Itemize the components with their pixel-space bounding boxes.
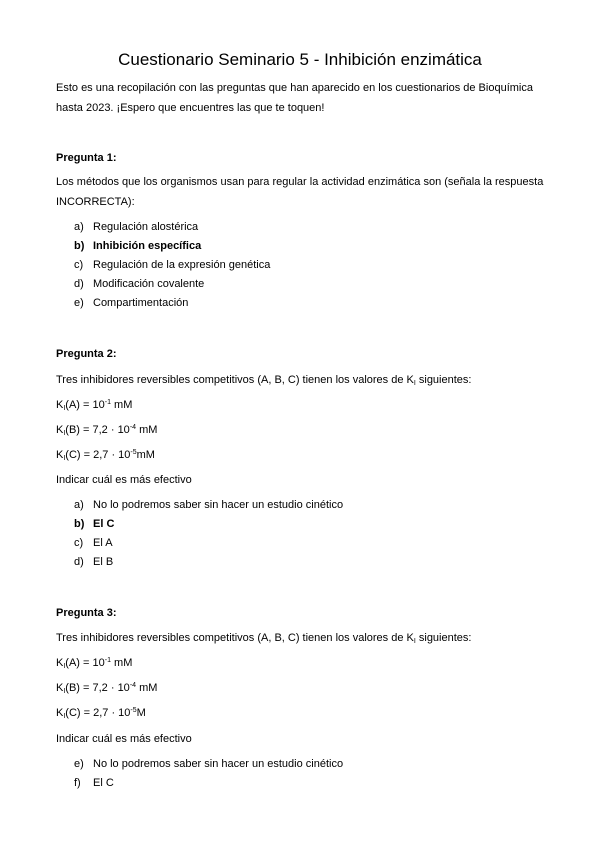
- option-letter: d): [74, 556, 84, 568]
- q1-option-c: [74, 259, 270, 271]
- k-value: (C) = 2,7 · 10: [65, 449, 131, 461]
- question-2-text: [56, 374, 471, 387]
- k-label: K: [56, 657, 64, 669]
- text-part: siguientes:: [415, 632, 472, 644]
- option-letter: c): [74, 537, 84, 549]
- k-unit: mM: [110, 657, 133, 669]
- option-letter: b): [74, 240, 85, 252]
- k-exponent: -4: [129, 682, 137, 689]
- option-text: Modificación covalente: [93, 278, 205, 290]
- k-label: K: [56, 707, 64, 719]
- q1-option-b-correct: [74, 240, 201, 252]
- k-value: (A) = 10: [65, 399, 105, 411]
- q2-option-d: [74, 556, 113, 568]
- q1-option-a: [74, 221, 198, 233]
- document-title: Cuestionario Seminario 5 - Inhibición enzimática: [118, 50, 482, 69]
- q2-option-c: [74, 537, 113, 549]
- k-label: K: [56, 399, 64, 411]
- option-letter: c): [74, 259, 84, 271]
- option-letter: d): [74, 278, 84, 290]
- q3-ki-b: [56, 682, 157, 695]
- k-value: (A) = 10: [65, 657, 105, 669]
- question-1-heading: Pregunta 1:: [56, 152, 117, 164]
- k-value: (B) = 7,2 · 10: [65, 424, 130, 436]
- question-2-heading: Pregunta 2:: [56, 348, 117, 360]
- question-3-prompt: Indicar cuál es más efectivo: [56, 733, 192, 745]
- text-part: Tres inhibidores reversibles competitivos (A, B, C) tienen los valores de K: [56, 632, 414, 644]
- q2-ki-a: [56, 399, 132, 412]
- text-part: Tres inhibidores reversibles competitivos (A, B, C) tienen los valores de K: [56, 374, 414, 386]
- option-letter: a): [74, 499, 84, 511]
- k-exponent: -4: [129, 424, 137, 431]
- k-exponent: -5: [130, 449, 137, 456]
- k-exponent: -1: [104, 399, 111, 406]
- option-text: El C: [93, 518, 115, 530]
- option-text: Inhibición específica: [93, 240, 202, 252]
- subscript: I: [413, 638, 416, 645]
- question-3-text: [56, 632, 471, 645]
- option-text: No lo podremos saber sin hacer un estudio cinético: [93, 758, 344, 770]
- k-label: K: [56, 682, 64, 694]
- q2-ki-b: [56, 424, 157, 437]
- k-value: (C) = 2,7 · 10: [65, 707, 131, 719]
- q3-option-f: [74, 777, 114, 789]
- q1-option-d: [74, 278, 204, 290]
- k-unit: mM: [136, 424, 158, 436]
- option-text: Compartimentación: [93, 297, 189, 309]
- option-letter: b): [74, 518, 85, 530]
- k-subscript: I: [63, 455, 66, 462]
- k-unit: M: [136, 707, 146, 719]
- k-unit: mM: [136, 449, 155, 461]
- question-3-heading: Pregunta 3:: [56, 607, 117, 619]
- k-exponent: -1: [104, 657, 111, 664]
- k-subscript: I: [63, 688, 66, 695]
- option-letter: e): [74, 758, 84, 770]
- option-text: Regulación alostérica: [93, 221, 199, 233]
- k-subscript: I: [63, 713, 66, 720]
- k-value: (B) = 7,2 · 10: [65, 682, 130, 694]
- question-2-prompt: Indicar cuál es más efectivo: [56, 474, 192, 486]
- intro-paragraph: Esto es una recopilación con las preguntas que han aparecido en los cuestionarios de Bioquímica hasta 2023. ¡Espero que encuentres las que te toquen!: [56, 82, 533, 114]
- k-subscript: I: [63, 405, 66, 412]
- q3-option-e: [74, 758, 343, 770]
- option-letter: e): [74, 297, 84, 309]
- option-text: El C: [93, 777, 114, 789]
- q2-ki-c: [56, 449, 155, 462]
- k-unit: mM: [110, 399, 133, 411]
- k-label: K: [56, 424, 64, 436]
- option-text: El A: [93, 537, 113, 549]
- k-subscript: I: [63, 663, 66, 670]
- q3-ki-a: [56, 657, 132, 670]
- option-letter: f): [74, 777, 81, 789]
- subscript: I: [413, 380, 416, 387]
- option-letter: a): [74, 221, 84, 233]
- q3-ki-c: [56, 707, 146, 720]
- text-part: siguientes:: [415, 374, 472, 386]
- q2-option-a: [74, 499, 343, 511]
- option-text: El B: [93, 556, 114, 568]
- option-text: Regulación de la expresión genética: [93, 259, 271, 271]
- q2-option-b-correct: [74, 518, 114, 530]
- k-label: K: [56, 449, 64, 461]
- k-subscript: I: [63, 430, 66, 437]
- k-exponent: -5: [130, 707, 137, 714]
- q1-option-e: [74, 297, 188, 309]
- question-1-text: Los métodos que los organismos usan para regular la actividad enzimática son (señala la respuesta INCORRECTA):: [56, 176, 544, 208]
- k-unit: mM: [136, 682, 158, 694]
- option-text: No lo podremos saber sin hacer un estudio cinético: [93, 499, 344, 511]
